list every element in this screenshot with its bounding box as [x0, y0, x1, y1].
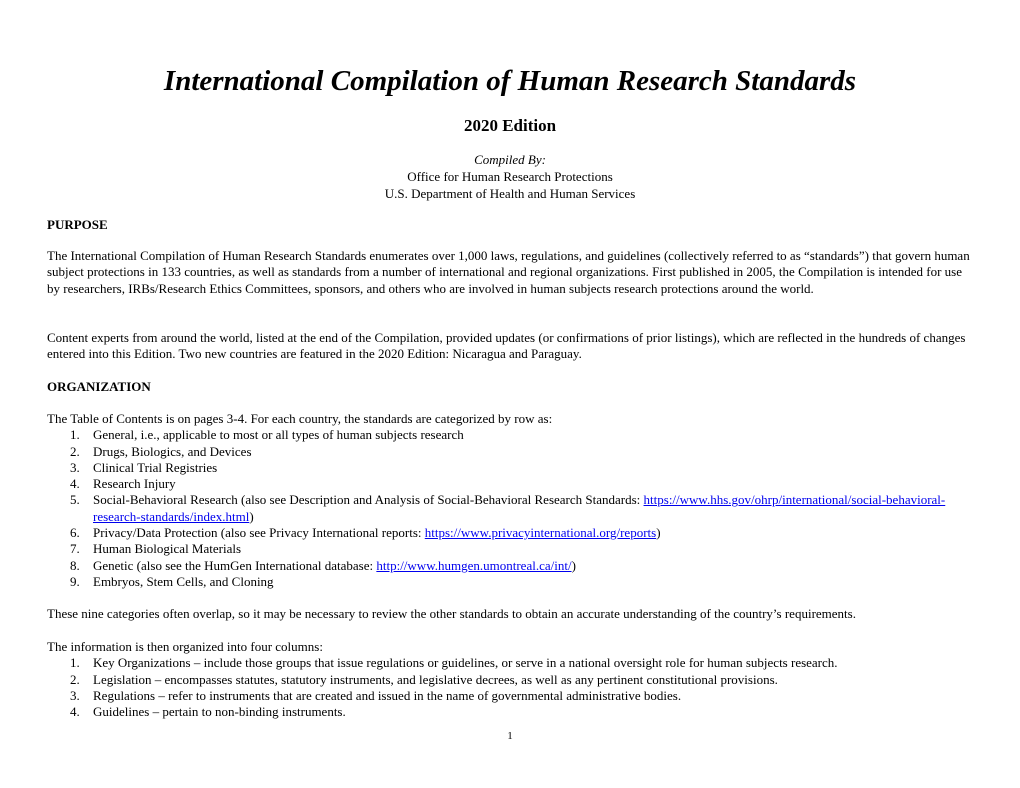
column-item-4: 4. Guidelines – pertain to non-binding instruments.: [70, 704, 346, 720]
column-item-1: 1. Key Organizations – include those groups that issue regulations or guidelines, or serve in a national oversight role for human subjects research.: [70, 655, 838, 671]
purpose-paragraph-2: Content experts from around the world, listed at the end of the Compilation, provided updates (or confirmations of prior listings), which are reflected in the hundreds of changes entered into this Edition. Two new countries are featured in the 2020 Edition: Nicaragua and Paraguay.: [47, 330, 966, 362]
column-item-2: 2. Legislation – encompasses statutes, statutory instruments, and legislative decrees, as well as any pertinent constitutional provisions.: [70, 671, 778, 687]
category-item-9: 9. Embryos, Stem Cells, and Cloning: [70, 573, 274, 589]
category-item-5: 5. Social-Behavioral Research (also see Description and Analysis of Social-Behavioral Research Standards: https://www.hhs.gov/ohrp/international/social-behavioral-research-standards/index.html): [70, 492, 946, 524]
columns-block: [47, 639, 973, 720]
compiled-by-block: [47, 151, 973, 202]
social-behavioral-link[interactable]: https://www.hhs.gov/ohrp/international/social-behavioral-research-standards/index.html: [93, 492, 946, 524]
compiler-dept: U.S. Department of Health and Human Services: [384, 186, 636, 201]
overlap-paragraph: These nine categories often overlap, so it may be necessary to review the other standards to obtain an accurate understanding of the country’s requirements.: [47, 606, 856, 621]
category-item-8: 8. Genetic (also see the HumGen International database: http://www.humgen.umontreal.ca/int/): [70, 557, 576, 573]
category-item-7: 7. Human Biological Materials: [70, 541, 242, 557]
privacy-international-link[interactable]: https://www.privacyinternational.org/reports: [424, 525, 657, 541]
compiled-by-label: Compiled By:: [474, 152, 546, 167]
category-item-1: 1. General, i.e., applicable to most or all types of human subjects research: [70, 427, 464, 443]
category-item-6: 6. Privacy/Data Protection (also see Privacy International reports: https://www.privacyinternational.org/reports): [70, 525, 661, 541]
column-item-3: 3. Regulations – refer to instruments that are created and issued in the name of governmental administrative bodies.: [70, 687, 682, 703]
purpose-heading-block: [47, 217, 973, 233]
humgen-link[interactable]: http://www.humgen.umontreal.ca/int/: [376, 557, 572, 573]
edition-label: 2020 Edition: [463, 116, 557, 135]
category-item-3: 3. Clinical Trial Registries: [70, 459, 218, 475]
document-title: International Compilation of Human Research Standards: [163, 65, 857, 97]
column-list: [47, 655, 973, 720]
category-item-4: 4. Research Injury: [70, 476, 176, 492]
page-number: 1: [507, 730, 513, 742]
category-list: [47, 427, 973, 590]
purpose-heading: PURPOSE: [47, 217, 108, 232]
purpose-paragraph-2-block: [47, 330, 973, 363]
organization-intro: The Table of Contents is on pages 3-4. For each country, the standards are categorized by row as:: [47, 411, 553, 426]
purpose-paragraph-1: The International Compilation of Human Research Standards enumerates over 1,000 laws, regulations, and guidelines (collectively referred to as “standards”) that govern human subject protections in 133 countries, as well as standards from a number of international and regional organizations. First published in 2005, the Compilation is intended for use by researchers, IRBs/Research Ethics Committees, sponsors, and others who are involved in human subjects research protections around the world.: [47, 248, 970, 296]
compiler-org: Office for Human Research Protections: [407, 169, 613, 184]
columns-intro: The information is then organized into four columns:: [47, 639, 323, 654]
purpose-paragraph-1-block: [47, 248, 973, 297]
organization-heading-block: [47, 379, 973, 395]
overlap-paragraph-block: [47, 606, 973, 622]
category-item-2: 2. Drugs, Biologics, and Devices: [70, 443, 252, 459]
organization-intro-block: [47, 411, 973, 590]
organization-heading: ORGANIZATION: [47, 379, 151, 394]
